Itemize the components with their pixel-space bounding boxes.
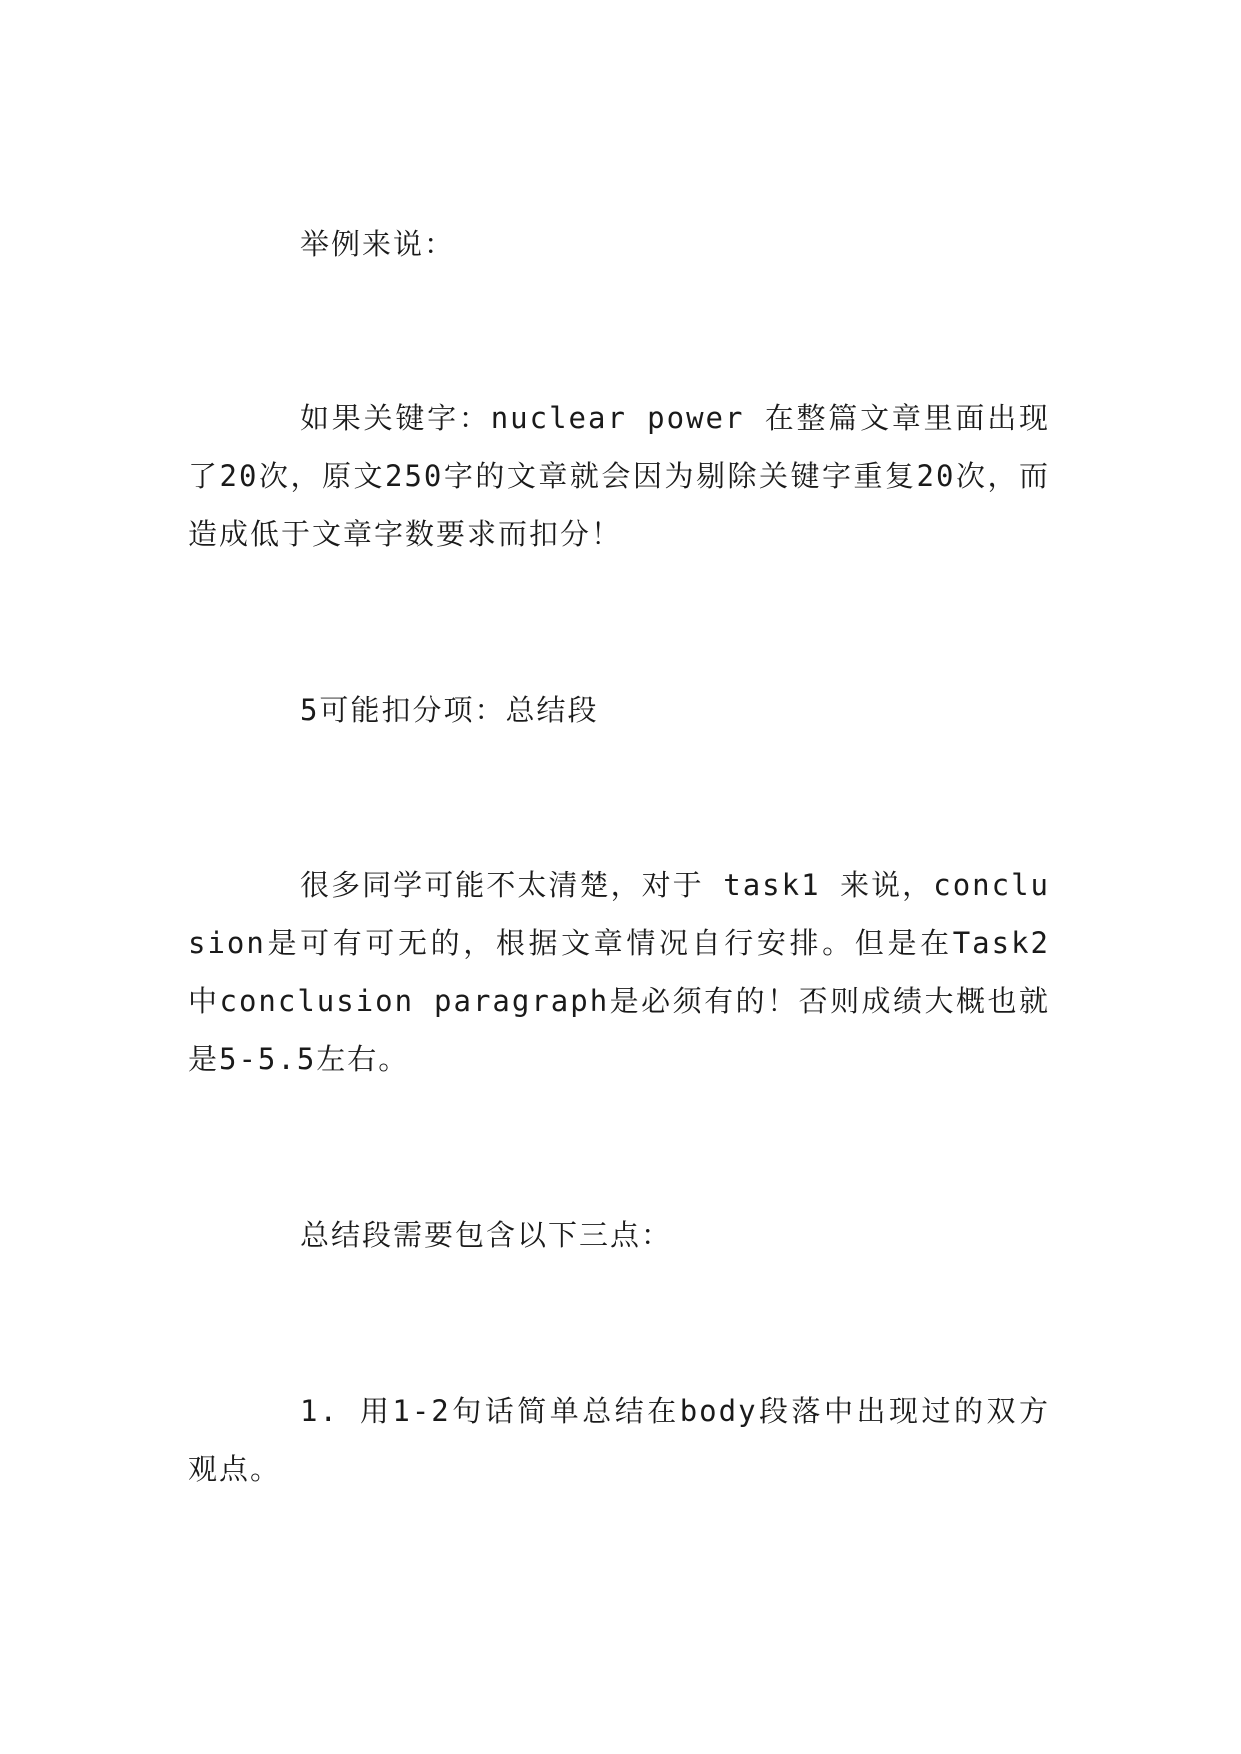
paragraph-example-intro: 举例来说： [300, 227, 456, 261]
paragraph-section-heading: 5可能扣分项：总结段 [300, 693, 599, 727]
paragraph-three-points-intro: 总结段需要包含以下三点： [300, 1218, 673, 1252]
paragraph-point-one: 1. 用1-2句话简单总结在body段落中出现过的双方观点。 [188, 1394, 1050, 1486]
paragraph-keyword-example: 如果关键字：nuclear power 在整篇文章里面出现了20次，原文250字的文章就会因为剔除关键字重复20次，而造成低于文章字数要求而扣分！ [188, 401, 1050, 551]
paragraph-conclusion-explanation: 很多同学可能不太清楚，对于 task1 来说，conclusion是可有可无的，根据文章情况自行安排。但是在Task2 中conclusion paragraph是必须有的！否则成绩大概也就是5-5.5左右。 [188, 868, 1050, 1076]
